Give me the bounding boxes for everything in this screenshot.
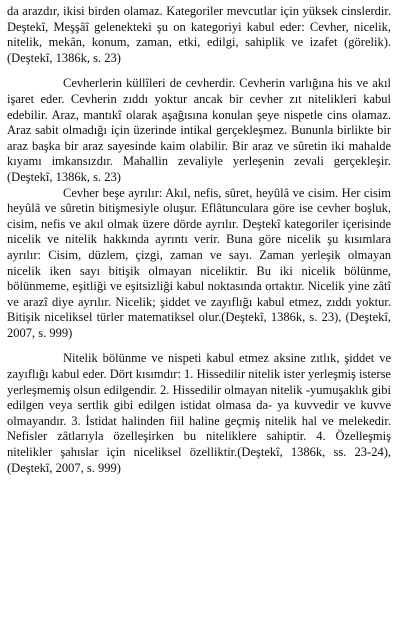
document-page: [7, 4, 391, 476]
paragraph-4: Nitelik bölünme ve nispeti kabul etmez aksine zıtlık, şiddet ve zayıflığı kabul eder. Dört kısımdır: 1. Hissedilir nitelik ister yerleşmiş isterse yerleşmemiş olsun edilgendir. 2. Hissedilir olmayan nitelik -yumuşaklık gibi edilgen veya sertlik gibi edilgen istidat olmasa da- ya kuvvedir ve kuvve olmayandır. 3. İstidat halinden fiil haline geçmiş nitelik hal ve melekedir. Nefisler zâtlarıyla özelleşirken bu niteliklere sahiptir. 4. Özelleşmiş nitelikler şahıslar için niceliksel özelliktir.(Deştekî, 1386k, ss. 23-24), (Deştekî, 2007, s. 999): [7, 351, 391, 475]
paragraph-3: Cevher beşe ayrılır: Akıl, nefis, sûret, heyûlâ ve cisim. Her cisim heyûlâ ve sûretin bitişmesiyle oluşur. Eflâtunculara göre ise cevher boşluk, cisim, nefis ve akıl olmak üzere dörde ayrılır. Deştekî kategoriler içerisinde nicelik ve nitelik hakkında ayrıntı verir. Buna göre nicelik şu kısımlara ayrılır: Cisim, düzlem, çizgi, zaman ve sayı. Zaman yerleşik olmayan nicelik iken sayı bitişik olmayan niceliktir. Bu iki nicelik bölünme, bölünmeme, eşitliği ve eşitsizliği kabul noktasında ortaktır. Nicelik yine zâtî ve arazî diye ayrılır. Nicelik; şiddet ve zayıflığı kabul etmez, zıddı yoktur. Bitişik niceliksel türler matematiksel olur.(Deştekî, 1386k, s. 23), (Deştekî, 2007, s. 999): [7, 185, 391, 340]
paragraph-1: da arazdır, ikisi birden olamaz. Kategoriler mevcutlar için yüksek cinslerdir. Deştekî, Meşşâî gelenekteki şu on kategoriyi kabul eder: Cevher, nicelik, nitelik, mekân, konum, zaman, etki, edilgi, sahiplik ve izafet (görelik).(Deştekî, 1386k, s. 23): [7, 4, 391, 65]
paragraph-2: Cevherlerin küllîleri de cevherdir. Cevherin varlığına his ve akıl işaret eder. Cevherin zıddı yoktur ancak bir cevher zıt nitelikleri kabul edebilir. Araz, mantıkî olarak aşağısına konulan şeye nispetle cins olamaz. Araz sabit olmadığı için üzerinde intikal gerçekleşmez. Bununla birlikte bir araz başka bir araz sayesinde kaim olabilir. Bir araz ve sûretin iki mahalde kıyamı imkansızdır. Mahallin zevaliyle yerleşenin zevali gerçekleşir.(Deştekî, 1386k, s. 23): [7, 76, 391, 184]
